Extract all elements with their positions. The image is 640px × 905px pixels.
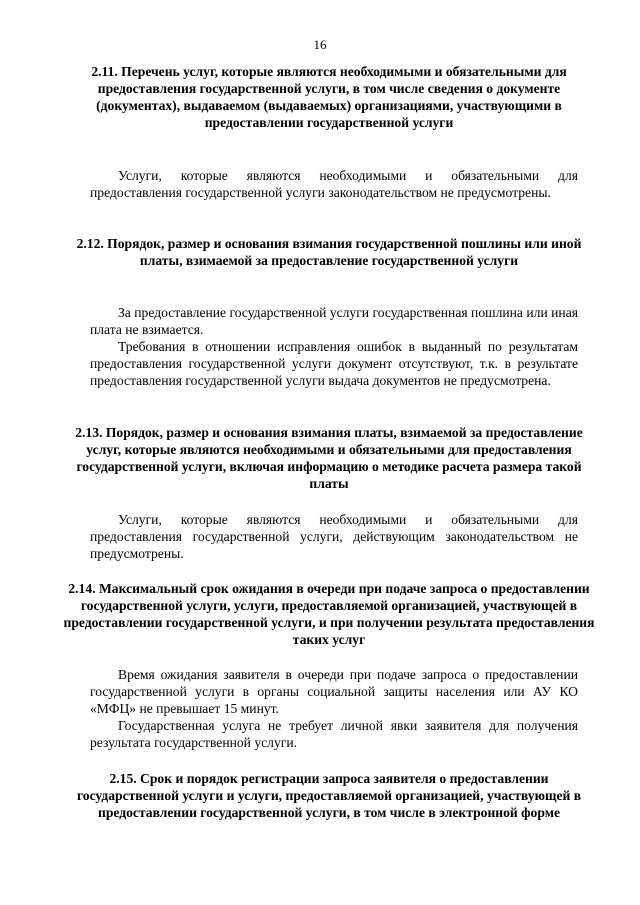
section-2-14-paragraph-2: Государственная услуга не требует личной явки заявителя для получения результата государственной услуги. (90, 718, 578, 750)
section-2-12-paragraph-2: Требования в отношении исправления ошибок в выданный по результатам предоставления государственной услуги документ отсутствуют, т.к. в результате предоставления государственной услуги выдача документов не предусмотрена. (90, 339, 578, 388)
section-2-14-heading: 2.14. Максимальный срок ожидания в очереди при подаче запроса о предоставлении государственной услуги, услуги, предоставляемой организацией, участвующей в предоставлении государственной услуги, и при получении результата предоставления таких услуг (63, 581, 595, 647)
section-2-12-heading: 2.12. Порядок, размер и основания взимания государственной пошлины или иной платы, взимаемой за предоставление государственной услуги (76, 236, 582, 268)
page-number: 16 (313, 37, 327, 52)
section-2-11-paragraph-1: Услуги, которые являются необходимыми и обязательными для предоставления государственной услуги законодательством не предусмотрены. (90, 168, 578, 200)
section-2-11-heading: 2.11. Перечень услуг, которые являются необходимыми и обязательными для предоставления государственной услуги, в том числе сведения о документе (документах), выдаваемом (выдаваемых) организациями, участвующими в предоставлении государственной услуги (91, 64, 567, 130)
section-2-14-paragraph-1: Время ожидания заявителя в очереди при подаче запроса о предоставлении государственной услуги в органы социальной защиты населения или АУ КО «МФЦ» не превышает 15 минут. (90, 667, 578, 716)
section-2-12-paragraph-1: За предоставление государственной услуги государственная пошлина или иная плата не взимается. (90, 305, 578, 337)
section-2-13-heading: 2.13. Порядок, размер и основания взимания платы, взимаемой за предоставление услуг, которые являются необходимыми и обязательными для предоставления государственной услуги, включая информацию о методике расчета размера такой платы (75, 425, 583, 491)
section-2-13-paragraph-1: Услуги, которые являются необходимыми и обязательными для предоставления государственной услуги, действующим законодательством не предусмотрены. (90, 512, 578, 561)
section-2-15-heading: 2.15. Срок и порядок регистрации запроса заявителя о предоставлении государственной услуги и услуги, предоставляемой организацией, участвующей в предоставлении государственной услуги, в том числе в электронной форме (76, 771, 582, 820)
